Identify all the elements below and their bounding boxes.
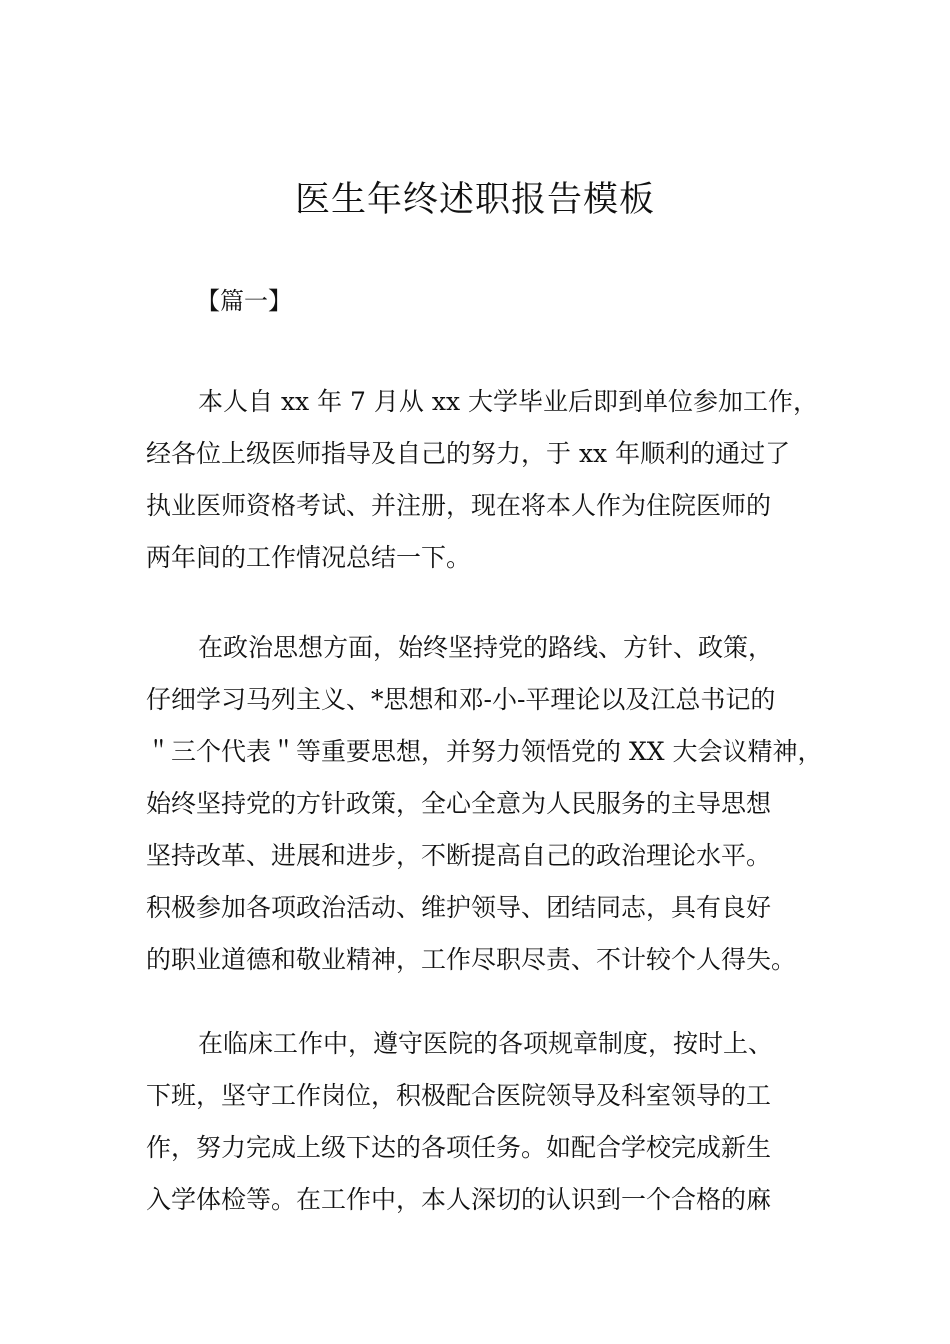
paragraph-2 [146,622,826,986]
document-title: 医生年终述职报告模板 [294,180,655,220]
paragraph-3 [146,1018,826,1226]
paragraph-line: 执业医师资格考试、并注册，现在将本人作为住院医师的 [146,491,772,520]
paragraph-line: 入学体检等。在工作中，本人深切的认识到一个合格的麻 [146,1185,772,1214]
paragraph-line: 坚持改革、进展和进步，不断提高自己的政治理论水平。 [146,841,772,870]
section-label: 【篇一】 [196,287,292,315]
paragraph-line: 始终坚持党的方针政策，全心全意为人民服务的主导思想 [146,789,772,818]
paragraph-line: ＂三个代表＂等重要思想，并努力领悟党的 XX 大会议精神， [146,737,823,766]
paragraph-line: 在临床工作中，遵守医院的各项规章制度，按时上、 [198,1029,774,1058]
paragraph-line: 本人自 xx 年 7 月从 xx 大学毕业后即到单位参加工作， [198,387,818,416]
paragraph-line: 下班，坚守工作岗位，积极配合医院领导及科室领导的工 [146,1081,772,1110]
paragraph-line: 两年间的工作情况总结一下。 [146,543,472,572]
paragraph-line: 积极参加各项政治活动、维护领导、团结同志，具有良好 [146,893,772,922]
paragraph-line: 的职业道德和敬业精神，工作尽职尽责、不计较个人得失。 [146,945,797,974]
paragraph-1 [146,376,826,584]
paragraph-line: 作，努力完成上级下达的各项任务。如配合学校完成新生 [146,1133,772,1162]
paragraph-line: 经各位上级医师指导及自己的努力，于 xx 年顺利的通过了 [146,439,791,468]
paragraph-line: 仔细学习马列主义、*思想和邓-小-平理论以及江总书记的 [146,685,776,714]
paragraph-line: 在政治思想方面，始终坚持党的路线、方针、政策， [198,633,774,662]
